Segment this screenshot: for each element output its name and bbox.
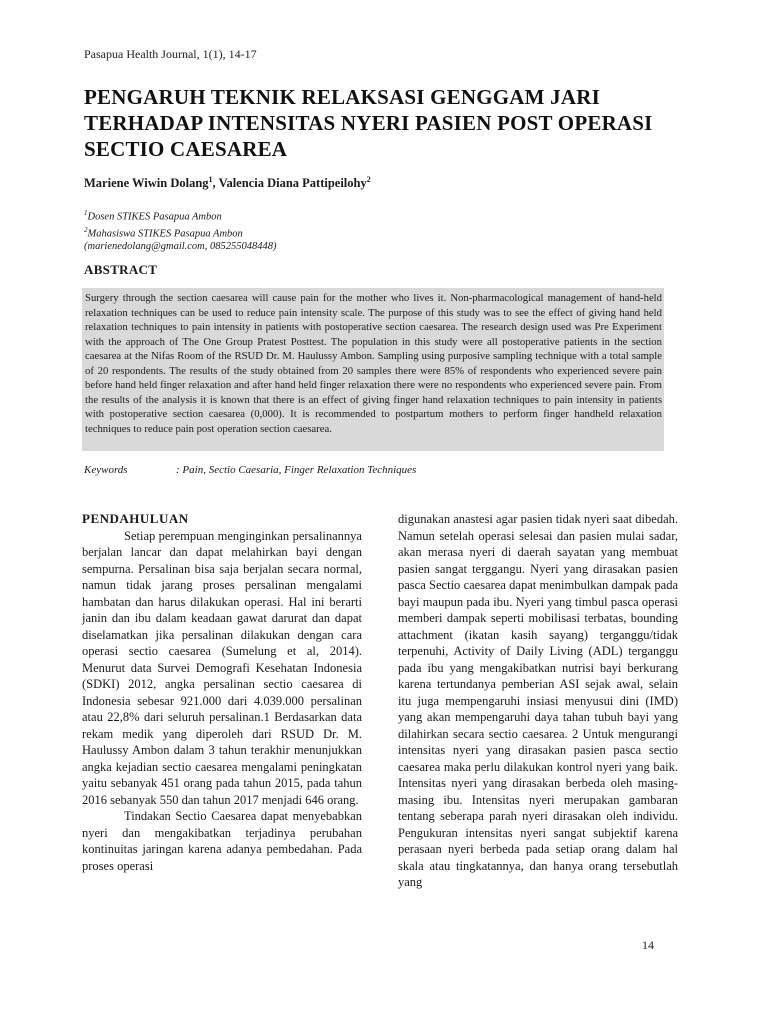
article-title: PENGARUH TEKNIK RELAKSASI GENGGAM JARI TERHADAP INTENSITAS NYERI PASIEN POST OPERASI SECTIO CAESAREA [84, 85, 653, 161]
body-paragraph: Tindakan Sectio Caesarea dapat menyebabkan nyeri dan mengakibatkan terjadinya perubahan kontinuitas jaringan karena adanya pembedahan. Pada proses operasi [82, 809, 362, 873]
author-superscript: 1 [208, 175, 213, 184]
author-separator: , [212, 176, 219, 191]
keywords-value: : Pain, Sectio Caesaria, Finger Relaxation Techniques [176, 464, 417, 476]
affiliation-line [84, 224, 277, 241]
abstract-heading: ABSTRACT [84, 262, 158, 277]
body-column-right [398, 511, 678, 891]
affiliation-superscript: 1 [84, 209, 88, 217]
author-name: Valencia Diana Pattipeilohy [218, 176, 367, 191]
body-paragraph: Setiap perempuan menginginkan persalinannya berjalan lancar dan dapat melahirkan bayi dengan sempurna. Persalinan bisa saja berjalan secara normal, namun tidak jarang proses persalinan mengalami hambatan dan harus dilakukan operasi. Hal ini berarti janin dan ibu dalam keadaan gawat darurat dan dapat diselamatkan jika persalinan dilakukan dengan cara operasi sectio caesarea (Sumelung et al, 2014). Menurut data Survei Demografi Kesehatan Indonesia (SDKI) 2012, angka persalinan sectio caesarea di Indonesia sebesar 921.000 dari 4.039.000 persalinan atau 22,8% dari seluruh persalinan.1 Berdasarkan data rekam medik yang diperoleh dari RSUD Dr. M. Haulussy Ambon dalam 3 tahun terakhir menunjukkan angka kejadian sectio caesarea mengalami peningkatan yaitu sebanyak 451 orang pada tahun 2015, pada tahun 2016 sebanyak 550 dan tahun 2017 menjadi 646 orang. [82, 528, 362, 807]
keywords-label: Keywords [84, 464, 128, 476]
affiliation-text: Dosen STIKES Pasapua Ambon [87, 211, 222, 223]
author-superscript: 2 [366, 175, 371, 184]
keywords-line [84, 464, 416, 476]
body-column-left [82, 511, 362, 874]
page-number: 14 [642, 938, 654, 952]
affiliations [84, 207, 277, 253]
body-paragraph: digunakan anastesi agar pasien tidak nyeri saat dibedah. Namun setelah operasi selesai dan pasien mulai sadar, akan merasa nyeri di daerah sayatan yang membuat pasien sangat terggangu. Nyeri yang dirasakan pasien pasca Sectio caesarea dapat menimbulkan dampak pada bayi maupun pada ibu. Nyeri yang timbul pasca operasi memberi dampak seperti mobilisasi terbatas, bounding attachment (ikatan kasih sayang) terganggu/tidak terpenuhi, Activity of Daily Living (ADL) terganggu pada ibu yang mengakibatkan nutrisi bayi berkurang karena tertundanya pemberian ASI sejak awal, selain itu juga mempengaruhi insiasi menyusui dini (IMD) yang akan mempengaruhi daya tahan tubuh bayi yang dilahirkan secara sectio caesarea. 2 Untuk mengurangi intensitas nyeri yang dirasakan pasien pasca sectio caesarea maka perlu dilakukan kontrol nyeri yang baik. Intensitas nyeri yang dirasakan berbeda oleh masing- masing ibu. Intensitas nyeri merupakan gambaran tentang seberapa parah nyeri dirasakan oleh individu. Pengukuran intensitas nyeri sangat subjektif karena perasaan nyeri berbeda pada setiap orang dalam hal skala atau tingkatannya, dan hanya orang tersebutlah yang [398, 512, 678, 889]
affiliation-superscript: 2 [84, 225, 88, 234]
section-heading: PENDAHULUAN [82, 511, 189, 526]
journal-citation: Pasapua Health Journal, 1(1), 14-17 [84, 47, 257, 61]
author-line [84, 175, 371, 191]
abstract-text: Surgery through the section caesarea will cause pain for the mother who lives it. Non-pharmacological management of hand-held relaxation techniques can be used to reduce pain intensity scale. The purpose of this study was to see the effect of giving hand held relaxation techniques to pain intensity in patients with postoperative section caesarea. The research design used was Pre Experiment with the approach of The One Group Pratest Posttest. The population in this study were all postoperative patients in the section caesarea at the Nifas Room of the RSUD Dr. M. Haulussy Ambon. Sampling using purposive sampling technique with a total sample of 20 respondents. The results of the study obtained from 20 samples there were 85% of respondents who experienced severe pain before hand held finger relaxation and after hand held finger relaxation there were no respondents who experienced severe pain. From the results of the analysis it is known that there is an effect of giving finger hand relaxation techniques to pain intensity in patients with postoperative section caesarea (0,000). It is recommended to postpartum mothers to perform finger handheld relaxation techniques to reduce pain post operation section caesarea. [82, 288, 664, 451]
affiliation-text: Mahasiswa STIKES Pasapua Ambon [87, 228, 243, 239]
author-name: Mariene Wiwin Dolang [84, 176, 209, 191]
contact-info: (marienedolang@gmail.com, 085255048448) [84, 241, 277, 252]
affiliation-line [84, 207, 277, 224]
